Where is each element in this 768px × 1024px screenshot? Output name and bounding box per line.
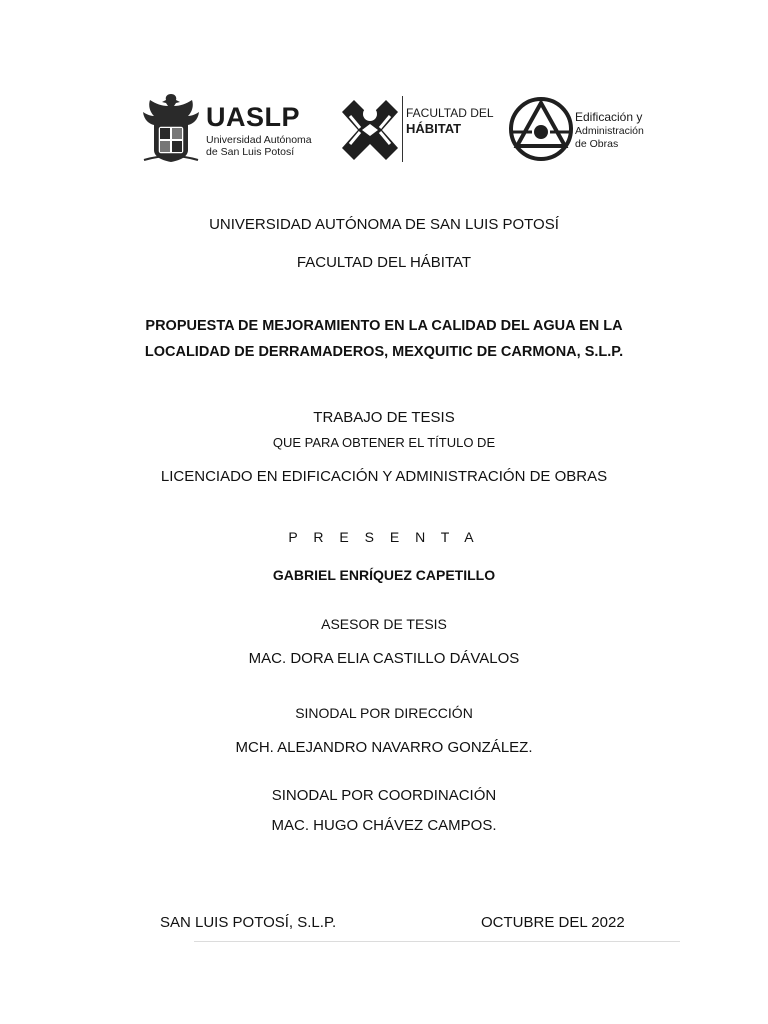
thesis-title-line-1: PROPUESTA DE MEJORAMIENTO EN LA CALIDAD DEL AGUA EN LA <box>145 318 623 334</box>
edificacion-wordmark-line-1: Edificación y <box>575 110 643 124</box>
sinodal-coordinacion-name: MAC. HUGO CHÁVEZ CAMPOS. <box>271 817 497 834</box>
degree-title: LICENCIADO EN EDIFICACIÓN Y ADMINISTRACIÓN DE OBRAS <box>160 468 608 485</box>
sinodal-direccion-name: MCH. ALEJANDRO NAVARRO GONZÁLEZ. <box>235 739 533 756</box>
presenta-label: P R E S E N T A <box>288 529 480 545</box>
author-name: GABRIEL ENRÍQUEZ CAPETILLO <box>272 567 496 583</box>
sinodal-direccion-label: SINODAL POR DIRECCIÓN <box>295 705 473 721</box>
footer-date: OCTUBRE DEL 2022 <box>481 914 625 931</box>
habitat-wordmark-line-1: FACULTAD DEL <box>406 106 494 120</box>
habitat-wordmark-line-2: HÁBITAT <box>406 121 462 136</box>
footer-place: SAN LUIS POTOSÍ, S.L.P. <box>160 914 337 931</box>
advisor-name: MAC. DORA ELIA CASTILLO DÁVALOS <box>248 650 520 667</box>
uaslp-subtitle-line-1: Universidad Autónoma <box>206 134 312 146</box>
advisor-label: ASESOR DE TESIS <box>321 616 447 632</box>
faculty-name: FACULTAD DEL HÁBITAT <box>296 254 472 271</box>
edificacion-triangle-icon <box>508 96 574 162</box>
habitat-divider <box>402 96 403 162</box>
thesis-title-line-2: LOCALIDAD DE DERRAMADEROS, MEXQUITIC DE CARMONA, S.L.P. <box>144 344 624 360</box>
edificacion-wordmark-line-2: Administración <box>575 125 644 137</box>
uaslp-eagle-icon <box>140 90 202 165</box>
uaslp-wordmark: UASLP <box>206 102 301 132</box>
habitat-emblem-icon <box>340 98 400 162</box>
uaslp-subtitle <box>206 134 320 158</box>
uaslp-subtitle-line-2: de San Luis Potosí <box>206 146 295 158</box>
thesis-title <box>0 313 768 365</box>
logo-strip <box>140 90 660 165</box>
edificacion-wordmark-line-3: de Obras <box>575 138 619 150</box>
work-type: TRABAJO DE TESIS <box>313 409 455 426</box>
obtain-degree-text: QUE PARA OBTENER EL TÍTULO DE <box>272 435 496 450</box>
footer-divider <box>194 941 680 942</box>
university-name: UNIVERSIDAD AUTÓNOMA DE SAN LUIS POTOSÍ <box>209 216 559 233</box>
sinodal-coordinacion-label: SINODAL POR COORDINACIÓN <box>271 787 497 804</box>
